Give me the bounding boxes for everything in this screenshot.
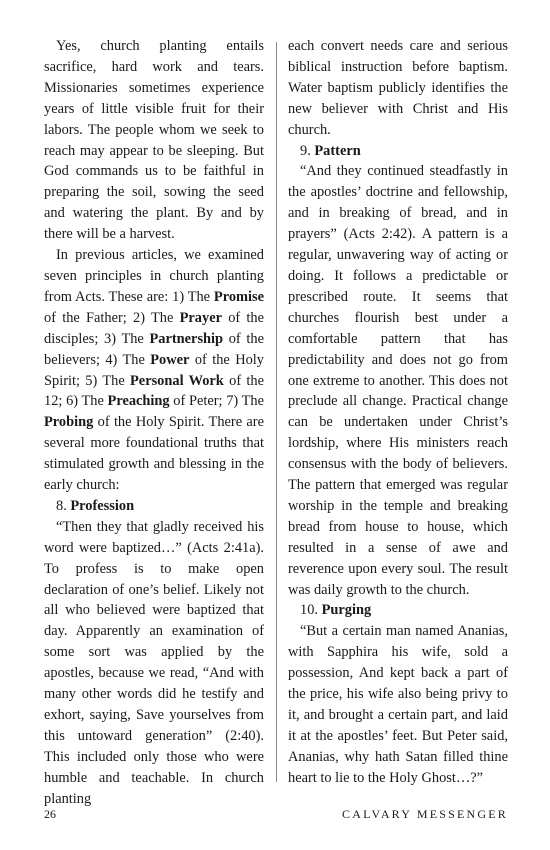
term-promise: Promise	[213, 288, 264, 305]
term-personal-work: Personal Work	[130, 372, 224, 389]
paragraph-purging: “But a certain man named Ananias, with Sapphira his wife, sold a possession, And kept back a part of the price, his wife also being privy to it, and brought a certain part, and laid it at the apostles’ feet. But Peter said, Ananias, why hath Satan filled thine heart to lie to the Holy Ghost…?”	[288, 623, 508, 786]
text-run: of the Holy Spirit. There are several more foundational truths that stimulated growth and blessing in the early church:	[44, 414, 264, 494]
page-number: 26	[44, 807, 56, 821]
heading-number: 8.	[56, 497, 71, 514]
heading-number: 10.	[300, 602, 322, 619]
heading-profession	[44, 496, 264, 517]
text-run: of the Father; 2) The	[44, 309, 180, 326]
term-prayer: Prayer	[179, 309, 222, 326]
paragraph-profession: “Then they that gladly received his word were baptized…” (Acts 2:41a). To profess is to make open declaration of one’s belief. Likely not all who believed were baptized that day. Apparently an examination of some sort was applied by the apostles, because we read, “And with many other words did he testify and exhort, saying, Save yourselves from this untoward generation” (2:40). This included only those who were humble and teachable. In church planting	[44, 518, 264, 807]
publication-title: CALVARY MESSENGER	[342, 807, 508, 821]
term-preaching: Preaching	[107, 393, 170, 410]
paragraph-sacrifice: Yes, church planting entails sacrifice, hard work and tears. Missionaries sometimes experience years of little visible fruit for their labors. The people whom we seek to reach may appear to be sleeping. But God commands us to be faithful in preparing the soil, sowing the seed and watering the plant. By and by there will be a harvest.	[44, 38, 264, 243]
term-power: Power	[150, 351, 190, 368]
heading-title: Purging	[321, 602, 372, 619]
text-run: of the believers; 4) The	[44, 330, 264, 368]
right-column	[288, 36, 508, 789]
heading-title: Profession	[70, 497, 135, 514]
term-partnership: Partnership	[149, 330, 224, 347]
heading-title: Pattern	[314, 142, 361, 159]
column-divider	[276, 42, 277, 782]
text-run: of the disciples; 3) The	[44, 309, 265, 347]
heading-number: 9.	[300, 142, 315, 159]
left-column	[44, 36, 264, 810]
term-probing: Probing	[44, 414, 94, 431]
paragraph-pattern: “And they continued steadfastly in the apostles’ doctrine and fellowship, and in breaking of bread, and in prayers” (Acts 2:42). A pattern is a regular, unwavering way of acting or doing. It follows a predictable or prescribed route. It seems that churches flourish best under a comfortable pattern that has predictability and does not go from one extreme to another. This does not preclude all change. Practical change can be undertaken under Christ’s lordship, where His ministers reach consensus with the body of believers. The pattern that emerged was regular worship in the temple and breaking bread from house to house, which resulted in a sense of awe and reverence upon every soul. The result was daily growth to the church.	[288, 163, 508, 598]
paragraph-seven-principles	[44, 245, 264, 496]
text-run: of the Holy Spirit; 5) The	[44, 351, 264, 389]
text-run: of Peter; 7) The	[169, 393, 264, 410]
paragraph-baptism-continued: each convert needs care and serious biblical instruction before baptism. Water baptism publicly identifies the new believer with Christ and His church.	[288, 38, 508, 138]
text-run: of the 12; 6) The	[44, 372, 264, 410]
text-run: In previous articles, we examined seven principles in church planting from Acts. These are: 1) The	[44, 247, 264, 305]
heading-pattern	[288, 141, 508, 162]
heading-purging	[288, 600, 508, 621]
